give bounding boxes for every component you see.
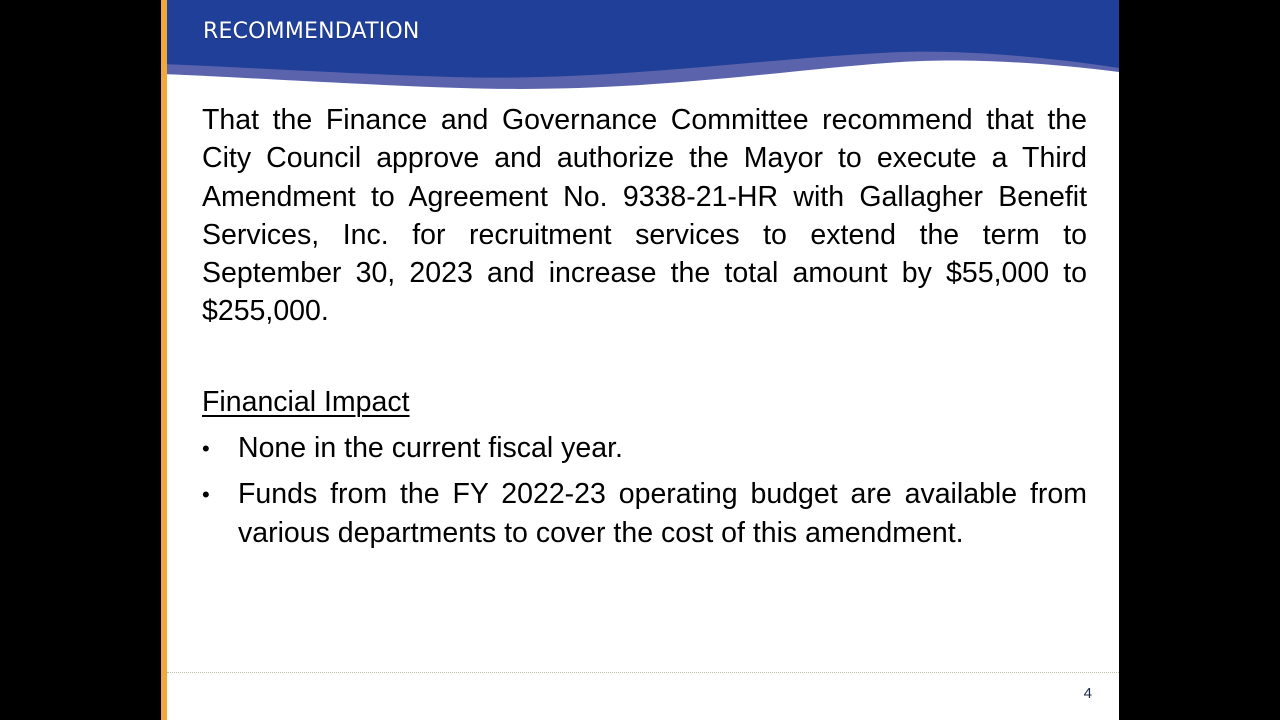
left-accent-bar xyxy=(161,0,167,720)
presentation-slide xyxy=(161,0,1119,720)
bullet-icon: • xyxy=(202,481,210,507)
bullet-icon: • xyxy=(202,435,210,461)
slide-body xyxy=(202,101,1087,560)
footer-divider xyxy=(167,672,1119,673)
page-number: 4 xyxy=(1083,685,1092,702)
slide-title: RECOMMENDATION xyxy=(203,19,420,44)
header-banner xyxy=(161,0,1119,100)
bullet-text: Funds from the FY 2022-23 operating budget are available from various departments to cover the cost of this amendment. xyxy=(238,477,1087,549)
bullet-text: None in the current fiscal year. xyxy=(238,431,623,464)
list-item xyxy=(202,475,1087,553)
recommendation-paragraph: That the Finance and Governance Committee recommend that the City Council approve and authorize the Mayor to execute a Third Amendment to Agreement No. 9338-21-HR with Gallagher Benefit Services, Inc. for recruitment services to extend the term to September 30, 2023 and increase the total amount by $55,000 to $255,000. xyxy=(202,104,1087,328)
financial-impact-list xyxy=(202,429,1087,553)
list-item xyxy=(202,429,1087,468)
financial-impact-heading: Financial Impact xyxy=(202,385,410,418)
